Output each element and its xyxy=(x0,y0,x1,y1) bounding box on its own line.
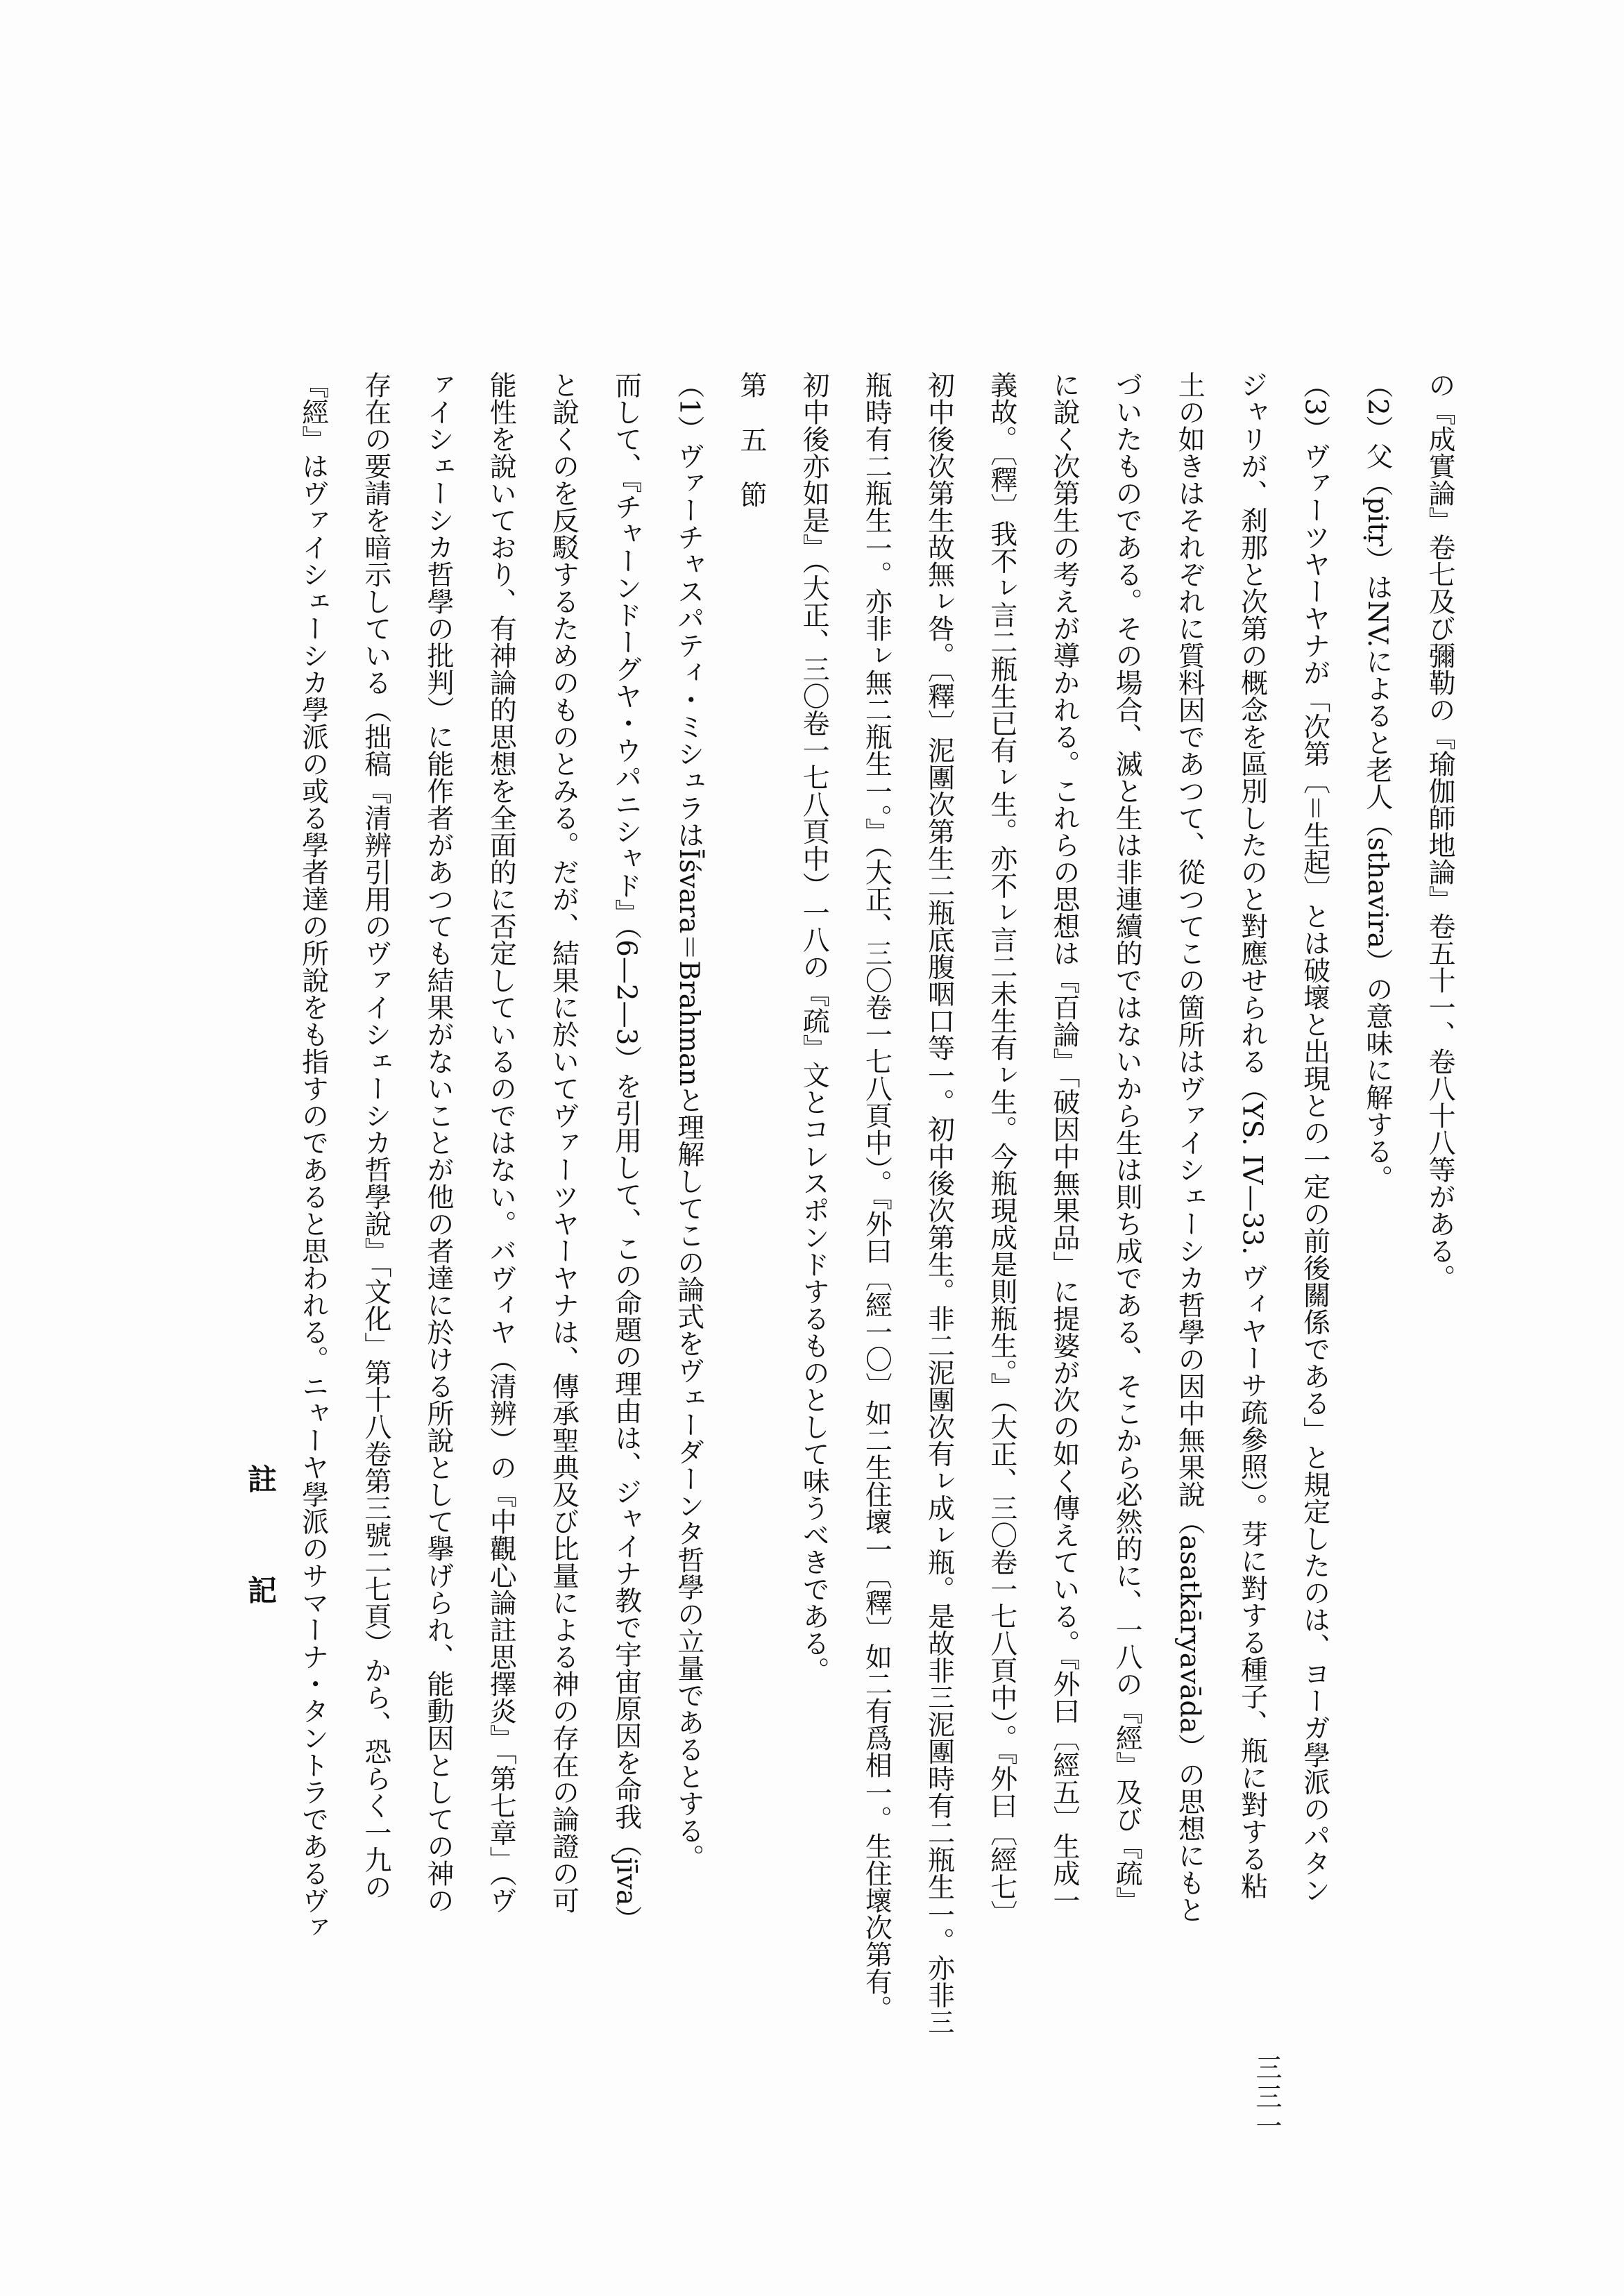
text-column: 『經』はヴァイシェーシカ學派の或る學者達の所說をも指すのであると思われる。ニャーヤ學派のサマーナ・タントラであるヴァ xyxy=(297,371,329,1941)
text-column: 瓶時有㆓瓶生㆒。亦非ㇾ無㆓瓶生㆒。』（大正、三〇卷一七八頁中）。『外曰〔經一〇〕如㆓生住壞㆒〔釋〕如㆓有爲相㆒。生住壞次第有。 xyxy=(861,371,893,2022)
running-footer-label: 註記 xyxy=(244,1464,278,1686)
text-column: ジャリが、刹那と次第の概念を區別したのと對應せられる（YS. IV—33. ヴィヤーサ疏參照）。芽に對する種子、瓶に對する粘 xyxy=(1236,371,1268,1900)
annotation-text-body xyxy=(281,371,1471,2036)
text-column: 初中後次第生故無ㇾ咎。〔釋〕泥團次第生㆓瓶底腹咽口等㆒。初中後次第生。非㆓泥團次有ㇾ成ㇾ瓶。是故非㆔泥團時有㆓瓶生㆒。亦非㆔ xyxy=(923,371,955,2036)
text-column: と說くのを反駁するためのものとみる。だが、結果に於いてヴァーツヤーヤナは、傳承聖典及び比量による神の存在の論證の可 xyxy=(548,371,580,1914)
text-column: 而して、『チャーンドーグヤ・ウパニシャド』（6—2—3）を引用して、この命題の理由は、ジャイナ教で宇宙原因を命我（jīva） xyxy=(610,371,642,1933)
note-3: （3）ヴァーツヤーヤナが「次第〔＝生起〕とは破壞と出現との一定の前後關係である」と規定したのは、ヨーガ學派のパタン xyxy=(1299,371,1330,1904)
note-2: （2）父（pitṛ）はNV.によると老人（sthavira）の意味に解する。 xyxy=(1361,371,1393,1192)
text-column: に說く次第生の考えが導かれる。これらの思想は『百論』「破因中無果品」に提婆が次の如く傳えている。『外曰〔經五〕生成一 xyxy=(1048,371,1080,1914)
text-column: の『成實論』卷七及び彌勒の『瑜伽師地論』卷五十一、卷八十八等がある。 xyxy=(1424,371,1455,1291)
page-number: 三三一 xyxy=(1251,2054,1282,2141)
text-column: 能性を說いており、有神論的思想を全面的に否定しているのではない。バヴィヤ（清辨）の『中觀心論註思擇炎』「第七章」（ヴ xyxy=(485,371,517,1914)
text-column: ァイシェーシカ哲學の批判）に能作者があつても結果がないことが他の者達に於ける所說として擧げられ、能動因としての神の xyxy=(423,371,454,1914)
text-column: づいたものである。その場合、滅と生は非連續的ではないから生は則ち成である、そこから必然的に、一八の『經』及び『疏』 xyxy=(1111,371,1143,1914)
note-1: （1）ヴァーチャスパティ・ミシュラはĪśvara＝Brahmanと理解してこの論式をヴェーダーンタ哲學の立量であるとする。 xyxy=(673,371,704,1871)
text-column: 義故。〔釋〕我不ㇾ言㆓瓶生已有ㇾ生。亦不ㇾ言㆓未生有ㇾ生。今瓶現成是則瓶生。』（大正、三〇卷一七八頁中）。『外曰〔經七〕 xyxy=(986,371,1017,1928)
text-column: 初中後亦如是』（大正、三〇卷一七八頁中）一八の『疏』文とコレスポンドするものとして味うべきである。 xyxy=(798,371,830,1684)
section-heading: 第五節 xyxy=(735,371,767,536)
text-column: 存在の要請を暗示している（拙稿『清辨引用のヴァイシェーシカ哲學說』「文化」第十八卷第三號二七頁）から、恐らく一九の xyxy=(360,371,391,1900)
text-column: 土の如きはそれぞれに質料因であつて、從つてこの箇所はヴァイシェーシカ哲學の因中無果說（asatkāryavāda）の思想にもと xyxy=(1174,371,1206,1923)
